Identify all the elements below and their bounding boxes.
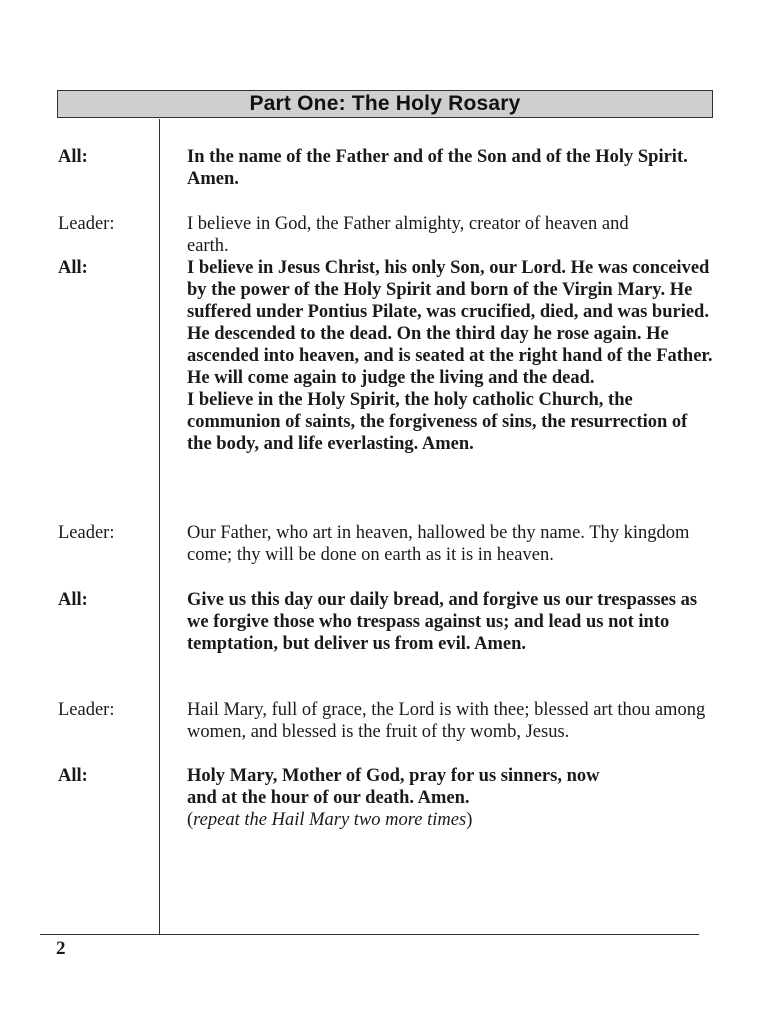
speaker-label: All:	[58, 766, 88, 786]
section-title: Part One: The Holy Rosary	[249, 92, 521, 115]
column-divider	[159, 119, 160, 934]
page-number: 2	[56, 938, 66, 959]
speaker-label: Leader:	[58, 700, 115, 720]
speaker-label: All:	[58, 590, 88, 610]
prayer-text	[187, 765, 627, 809]
prayer-text	[187, 522, 717, 566]
prayer-paragraph: Holy Mary, Mother of God, pray for us sinners, now and at the hour of our death. Amen.	[187, 766, 600, 808]
note-open-paren: (	[187, 810, 194, 830]
prayer-text	[187, 213, 667, 257]
prayer-paragraph: In the name of the Father and of the Son and of the Holy Spirit. Amen.	[187, 147, 688, 189]
speaker-label: All:	[58, 147, 88, 167]
prayer-paragraph: I believe in the Holy Spirit, the holy catholic Church, the communion of saints, the forgiveness of sins, the resurrection of the body, and life everlasting. Amen.	[187, 390, 688, 454]
prayer-text	[187, 146, 697, 190]
speaker-label: Leader:	[58, 523, 115, 543]
prayer-paragraph: Hail Mary, full of grace, the Lord is with thee; blessed art thou among women, and blessed is the fruit of thy womb, Jesus.	[187, 700, 706, 742]
prayer-paragraph: I believe in God, the Father almighty, creator of heaven and earth.	[187, 214, 629, 256]
prayer-text	[187, 257, 715, 455]
footer-rule	[40, 934, 699, 935]
speaker-label: Leader:	[58, 214, 115, 234]
note-close-paren: )	[466, 810, 473, 830]
prayer-paragraph: I believe in Jesus Christ, his only Son, our Lord. He was conceived by the power of the Holy Spirit and born of the Virgin Mary. He suffered under Pontius Pilate, was crucified, died, and was buried. He descended to the dead. On the third day he rose again. He ascended into heaven, and is seated at the right hand of the Father. He will come again to judge the living and the dead.	[187, 258, 713, 388]
section-title-bar	[57, 90, 713, 118]
prayer-paragraph: Give us this day our daily bread, and forgive us our trespasses as we forgive those who trespass against us; and lead us not into temptation, but deliver us from evil. Amen.	[187, 590, 698, 654]
prayer-text	[187, 589, 722, 655]
speaker-label: All:	[58, 258, 88, 278]
prayer-paragraph: Our Father, who art in heaven, hallowed be thy name. Thy kingdom come; thy will be done on earth as it is in heaven.	[187, 523, 690, 565]
prayer-text	[187, 699, 717, 743]
note-italic-text: repeat the Hail Mary two more times	[193, 810, 467, 830]
instruction-text	[187, 809, 717, 831]
